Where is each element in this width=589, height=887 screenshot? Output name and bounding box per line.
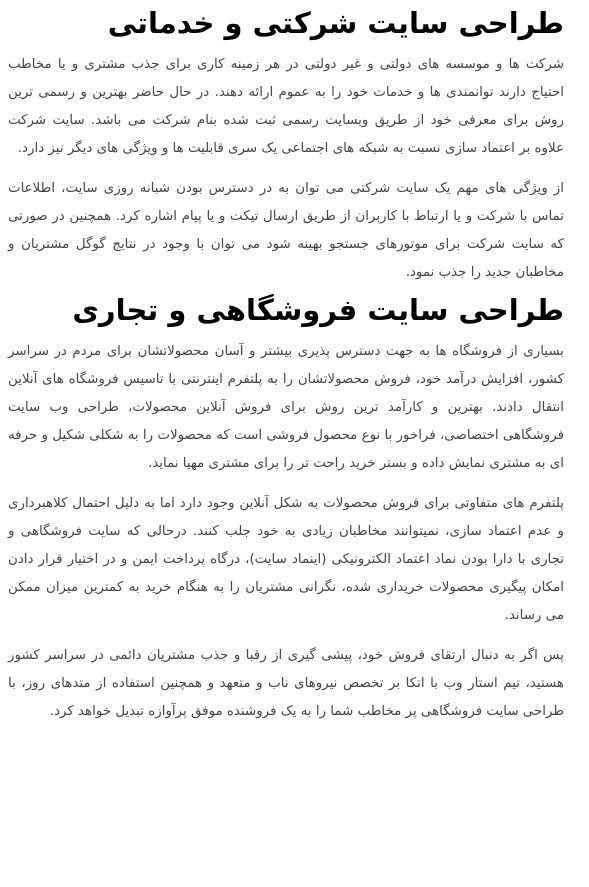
section-title: طراحی سایت فروشگاهی و تجاری bbox=[72, 293, 564, 327]
section-shop-website bbox=[8, 287, 564, 726]
section-paragraph: از ویژگی های مهم یک سایت شرکتی می توان به در دسترس بودن شبانه روزی سایت، اطلاعات تماس با شرکت و یا ارتباط با کاربران از طریق ارسال تیکت و یا پیام اشاره کرد. همچنین در صورتی که سایت شرکت برای موتورهای جستجو بهینه شود می توان با وجود در نتایج گوگل مشتریان و مخاطبان جدید را جذب نمود. bbox=[8, 181, 564, 280]
section-paragraph: پس اگر به دنبال ارتقای فروش خود، پیشی گیری از رقبا و جذب مشتریان دائمی در سراسر کشور هستید، تیم استار وب با اتکا بر تخصص نیروهای ناب و متعهد و همچنین استفاده از متدهای روز، با طراحی سایت فروشگاهی پر مخاطب شما را به یک فروشنده موفق پرآوازه تبدیل خواهد کرد. bbox=[8, 648, 564, 719]
section-paragraph: بسیاری از فروشگاه ها به جهت دسترس پذیری بیشتر و آسان محصولاتشان برای مردم در سراسر کشور، افزایش درآمد خود، فروش محصولاتشان را به پلتفرم اینترنتی با تاسیس فروشگاه های آنلاین انتقال دادند. بهترین و کارآمد ترین روش برای فروش آنلاین محصولات، طراحی وب سایت فروشگاهی اختصاصی، فراخور با نوع محصول فروشی است که محصولات را به شکلی شکیل و حرفه ای به مشتری نمایش داده و بستر خرید راحت تر را برای مشتری مهیا نماید. bbox=[8, 344, 564, 471]
section-corporate-website bbox=[8, 0, 564, 287]
section-paragraph: پلتفرم های متفاوتی برای فروش محصولات به شکل آنلاین وجود دارد اما به دلیل احتمال کلاهبرداری و عدم اعتماد سازی، نمیتوانند مخاطبان زیادی به خود جلب کنند. درحالی که سایت فروشگاهی و تجاری با دارا بودن نماد اعتماد الکترونیکی (اینماد سایت)، درگاه پرداخت ایمن و در اختیار قرار دادن امکان پیگیری محصولات خریداری شده، نگرانی مشتریان را به هنگام خرید به کمترین میزان ممکن می رساند. bbox=[8, 496, 564, 623]
section-paragraph: شرکت ها و موسسه های دولتی و غیر دولتی در هر زمینه کاری برای جذب مشتری و یا مخاطب احتیاج دارند توانمندی ها و خدمات خود را به عموم ارائه دهند. در حال حاضر بهترین و رسمی ترین روش برای معرفی خود از طریق وبسایت رسمی ثبت شده بنام شرکت می باشد. سایت شرکت علاوه بر اعتماد سازی نسبت به شبکه های اجتماعی یک سری قابلیت ها و ویژگی های دیگر نیز دارد. bbox=[8, 57, 564, 156]
section-title: طراحی سایت شرکتی و خدماتی bbox=[107, 6, 564, 40]
